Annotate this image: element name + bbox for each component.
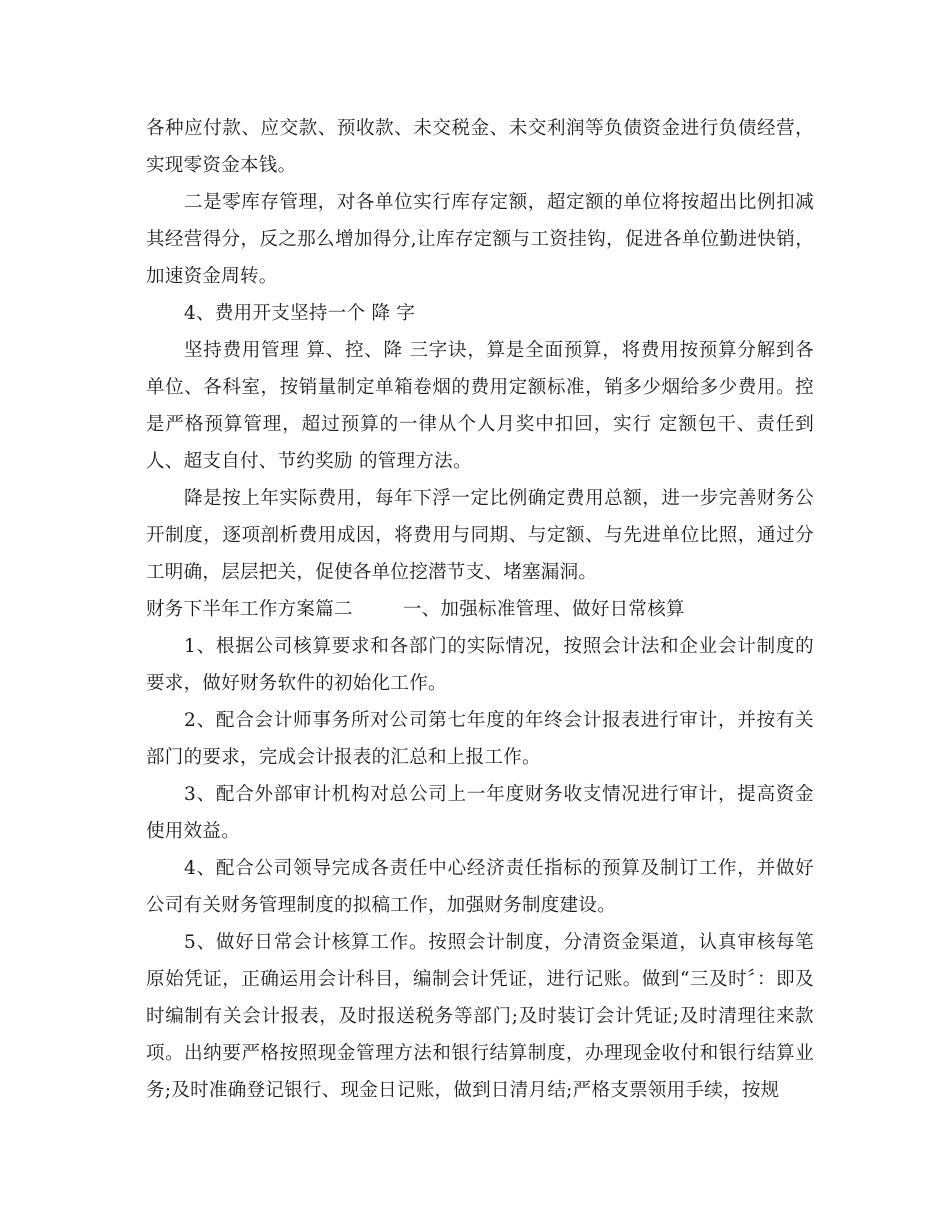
list-item-responsibility-budget: 4、配合公司领导完成各责任中心经济责任指标的预算及制订工作，并做好公司有关财务管理制度的拟稿工作，加强财务制度建设。 — [146, 858, 814, 916]
paragraph-expense-management: 坚持费用管理 算、控、降 三字诀，算是全面预算，将费用按预算分解到各单位、各科室，按销量制定单箱卷烟的费用定额标准，销多少烟给多少费用。控是严格预算管理，超过预算的一律从个人月奖中扣回，实行 定额包干、责任到人、超支自付、节约奖励 的管理方法。 — [146, 340, 814, 472]
section-heading — [146, 591, 814, 628]
list-item-annual-audit: 2、配合会计师事务所对公司第七年度的年终会计报表进行审计，并按有关部门的要求，完成会计报表的汇总和上报工作。 — [146, 710, 814, 768]
list-item-external-audit: 3、配合外部审计机构对总公司上一年度财务收支情况进行审计，提高资金使用效益。 — [146, 784, 814, 842]
paragraph-expense-reduction: 降是按上年实际费用，每年下浮一定比例确定费用总额，进一步完善财务公开制度，逐项剖析费用成因，将费用与同期、与定额、与先进单位比照，通过分工明确，层层把关，促使各单位挖潜节支、堵塞漏洞。 — [146, 488, 814, 583]
paragraph-zero-inventory: 二是零库存管理，对各单位实行库存定额，超定额的单位将按超出比例扣减其经营得分，反之那么增加得分,让库存定额与工资挂钩，促进各单位勤进快销，加速资金周转。 — [146, 192, 814, 287]
document-body — [146, 110, 814, 1109]
section-subtitle: 一、加强标准管理、做好日常核算 — [402, 599, 685, 620]
list-item-software-init: 1、根据公司核算要求和各部门的实际情况，按照会计法和企业会计制度的要求，做好财务软件的初始化工作。 — [146, 636, 814, 694]
paragraph-liability-operation: 各种应付款、应交款、预收款、未交税金、未交利润等负债资金进行负债经营，实现零资金本钱。 — [146, 118, 814, 176]
section-title: 财务下半年工作方案篇二 — [146, 599, 353, 620]
list-item-daily-accounting: 5、做好日常会计核算工作。按照会计制度，分清资金渠道，认真审核每笔原始凭证，正确运用会计科目，编制会计凭证，进行记账。做到“三及时〞：即及时编制有关会计报表，及时报送税务等部门;及时装订会计凭证;及时清理往来款项。出纳要严格按照现金管理方法和银行结算制度，办理现金收付和银行结算业务;及时准确登记银行、现金日记账，做到日清月结;严格支票领用手续，按规 — [146, 932, 814, 1101]
paragraph-expense-heading: 4、费用开支坚持一个 降 字 — [184, 303, 416, 324]
